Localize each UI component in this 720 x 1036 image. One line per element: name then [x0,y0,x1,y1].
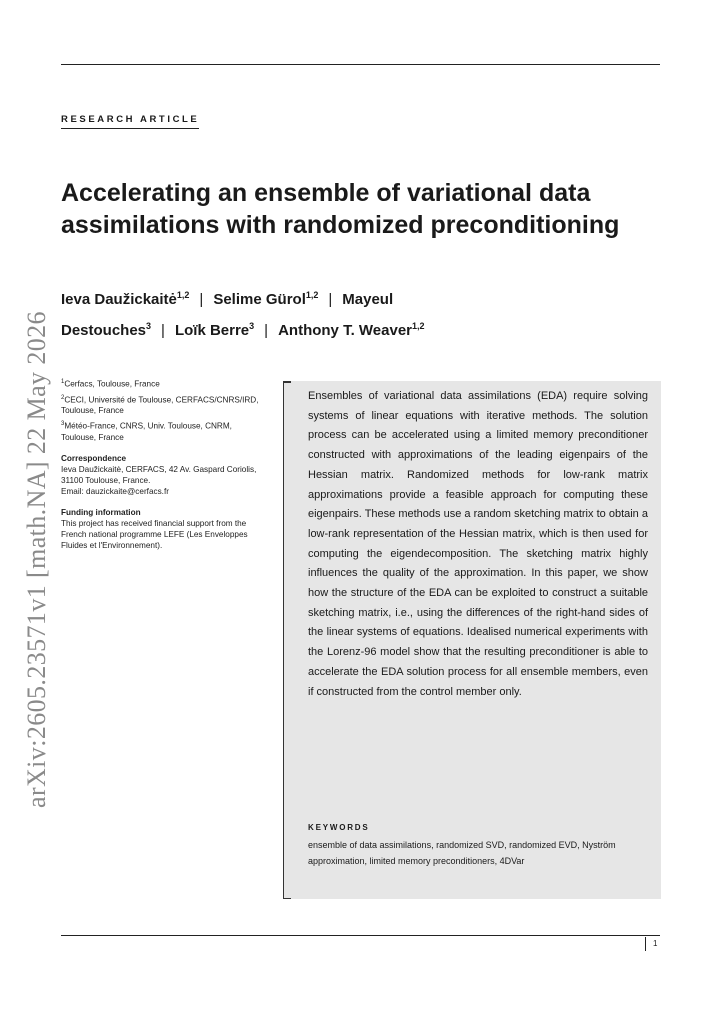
author-name: Loïk Berre [174,322,250,339]
affiliation-sup: 3 [61,421,65,428]
affiliation-sup: 2 [61,394,65,401]
page-number: 1 [645,937,657,951]
author-list [61,282,531,344]
affiliations-sidebar [61,377,266,559]
bottom-rule [61,935,660,936]
author-affil-sup: 1,2 [305,290,319,300]
author-affil-sup: 1,2 [412,321,425,331]
author-affil-sup: 3 [249,321,255,331]
top-rule [61,64,660,65]
affiliation-text: Cerfacs, Toulouse, France [64,379,160,389]
correspondence-email[interactable]: Email: dauzickaite@cerfacs.fr [61,487,169,497]
affiliation-text: CECI, Université de Toulouse, CERFACS/CNRS/IRD, Toulouse, France [61,395,259,416]
keywords-text: ensemble of data assimilations, randomized SVD, randomized EVD, Nyström approximation, limited memory preconditioners, 4DVar [308,840,616,866]
author-name: Mayeul [342,291,394,308]
author-name: Selime Gürol [213,291,306,308]
affiliation [61,377,266,390]
affiliation-sup: 1 [61,379,65,385]
author-name: Destouches [61,322,147,339]
affiliation [61,419,266,443]
author-affil-sup: 3 [146,321,152,331]
article-type-label: RESEARCH ARTICLE [61,114,199,129]
author-affil-sup: 1,2 [176,290,190,300]
affiliation [61,393,266,417]
funding-heading: Funding information [61,508,141,518]
author-name: Ieva Daužickaitė [61,291,177,308]
author-separator: | [264,322,269,339]
abstract-text: Ensembles of variational data assimilations (EDA) require solving systems of linear equations with iterative methods. The solution process can be accelerated using a limited memory preconditioner constructed with approximations of the leading eigenpairs of the Hessian matrix. Randomized methods for low-rank matrix approximations provide a feasible approach for computing these eigenpairs. These methods use a random sketching matrix to obtain a low-rank representation of the Hessian matrix, which is then used for computing the eigendecomposition. The sketching matrix highly influences the quality of the approximation. In this paper, we show how the structure of the EDA can be exploited to construct a suitable sketching matrix, i.e., using the differences of the right-hand sides of the linear systems of equations. Idealised numerical experiments with the Lorenz-96 model show that the resulting preconditioner is able to accelerate the EDA solution process for all ensemble members, even if constructed from the control member only. [308,390,648,698]
funding-text: This project has received financial support from the French national programme LEFE (Les Enveloppes Fluides et l'Environnement). [61,519,248,551]
correspondence-address: Ieva Daužickaitė, CERFACS, 42 Av. Gaspard Coriolis, 31100 Toulouse, France. [61,465,257,486]
author-name: Anthony T. Weaver [278,322,412,339]
paper-title: Accelerating an ensemble of variational data assimilations with randomized preconditioning [61,179,620,239]
author-separator: | [199,291,204,308]
correspondence-text [61,464,266,497]
author-separator: | [328,291,333,308]
affiliation-text: Météo-France, CNRS, Univ. Toulouse, CNRM, Toulouse, France [61,422,232,443]
keywords-heading: KEYWORDS [308,823,370,832]
arxiv-identifier[interactable]: arXiv:2605.23571v1 [math.NA] 22 May 2026 [22,311,51,808]
correspondence-heading: Correspondence [61,454,127,464]
author-separator: | [161,322,165,339]
abstract-box [283,381,661,899]
